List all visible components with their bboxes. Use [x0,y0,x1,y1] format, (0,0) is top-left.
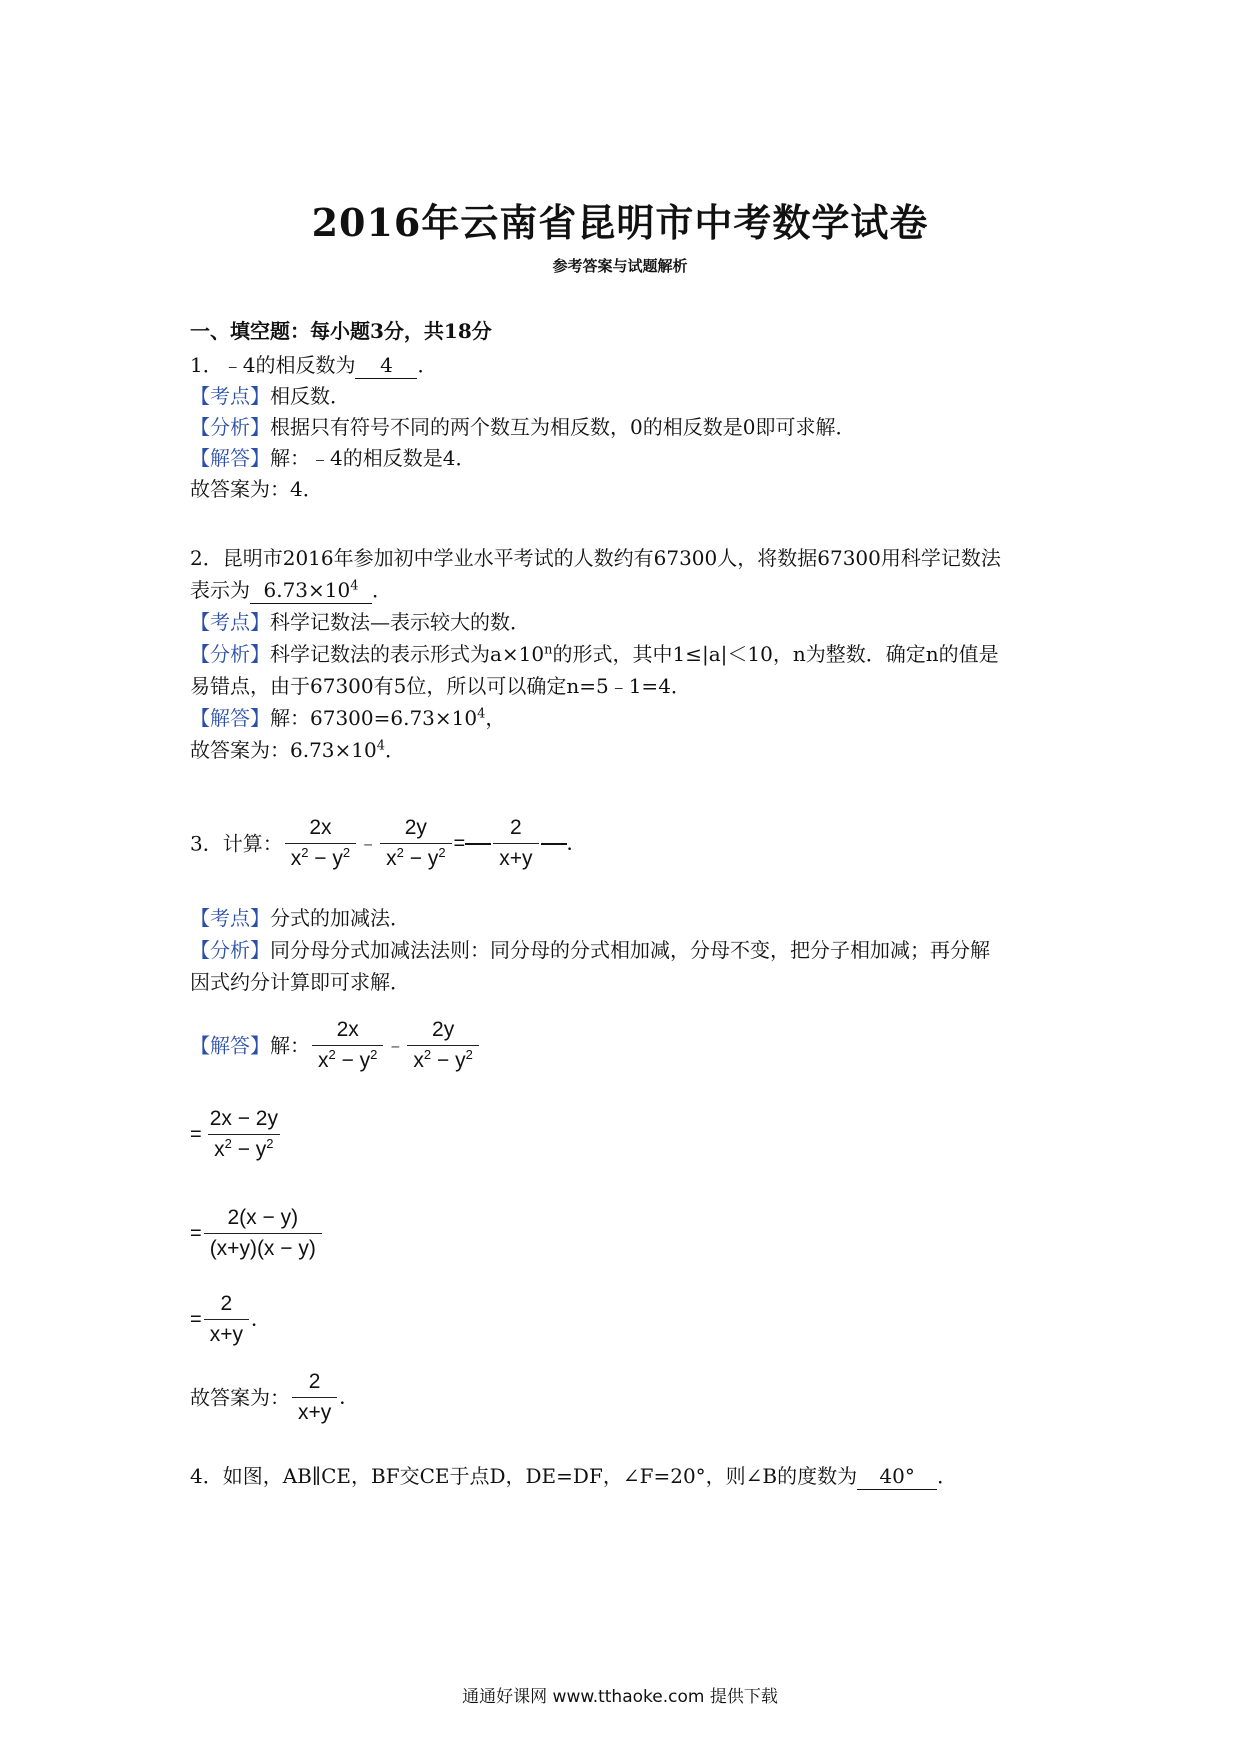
page-subtitle: 参考答案与试题解析 [552,257,688,275]
q2-stem-line1: 2．昆明市2016年参加初中学业水平考试的人数约有67300人，将数据67300用科学记数法 [190,546,1001,570]
q3-step-2: = $\frac{2(x - y)}{(x+y)(x - y)}$ [190,1202,324,1264]
fenxi-tag: 【分析】 [190,938,270,962]
q4-answer: 40° [857,1463,937,1490]
q3-kaodian: 【考点】分式的加减法． [190,906,410,930]
jieda-tag: 【解答】 [190,706,270,730]
q2-fenxi-line2: 易错点，由于67300有5位，所以可以确定n=5﹣1=4． [190,674,691,698]
kaodian-tag: 【考点】 [190,610,270,634]
kaodian-tag: 【考点】 [190,384,270,408]
q2-fenxi-line1: 【分析】科学记数法的表示形式为$a\times 10^n$的形式，其中1≤|a|＜10，n为整数．确定n的值是 [190,642,999,666]
q2-conclusion: 故答案为：$6.73\times 10^4$． [190,738,406,762]
q2-kaodian: 【考点】科学记数法—表示较大的数． [190,610,530,634]
fenxi-tag: 【分析】 [190,642,270,666]
q2-stem-line2: 表示为 $6.73\times 10^4$ ． [190,578,392,602]
q3-jieda: 【解答】解： $\frac{2x}{x^2 - y^2}$ ﹣ $\frac{2y}{x^2 - y^2}$ [190,1014,481,1076]
q3-jieda-fraction-2: $\frac{2y}{x^2 - y^2}$ [407,1017,478,1074]
q1-answer: 4 [355,352,417,379]
answer-underline [465,843,491,845]
q3-conclusion: 故答案为： $\frac{2}{x+y}$ ． [190,1370,360,1424]
q2-answer: $6.73\times 10^4$ [250,577,372,604]
q3-step-3: = $\frac{2}{x+y}$ ． [190,1292,271,1346]
jieda-tag: 【解答】 [190,1033,270,1058]
q1-jieda: 【解答】解：﹣4的相反数是4． [190,446,476,470]
q1-conclusion: 故答案为：4． [190,477,323,501]
answer-underline [541,843,567,845]
q1-kaodian: 【考点】相反数． [190,384,350,408]
q3-jieda-fraction-1: $\frac{2x}{x^2 - y^2}$ [312,1017,383,1074]
q3-step-1: = $\frac{2x - 2y}{x^2 - y^2}$ [190,1107,278,1161]
q3-fenxi-line2: 因式约分计算即可求解． [190,970,410,994]
page-title: 2016年云南省昆明市中考数学试卷 [311,200,929,245]
q3-fraction-2: $\frac{2y}{x^2 - y^2}$ [380,815,451,872]
q1-fenxi: 【分析】根据只有符号不同的两个数互为相反数，0的相反数是0即可求解． [190,415,856,439]
footer-watermark: 通通好课网 www.tthaoke.com 提供下载 [462,1687,778,1707]
kaodian-tag: 【考点】 [190,906,270,930]
q3-fraction-1: $\frac{2x}{x^2 - y^2}$ [285,815,356,872]
q2-jieda: 【解答】解：$67300=6.73\times 10^4$， [190,706,506,730]
q1-stem: 1．﹣4的相反数为 4 ． [190,353,438,377]
jieda-tag: 【解答】 [190,446,270,470]
q3-stem: 3．计算： $\frac{2x}{x^2 - y^2}$ ﹣ $\frac{2y}{x^2 - y^2}$ = $\frac{2}{x+y}$ ． [190,816,587,870]
q3-fenxi-line1: 【分析】同分母分式加减法法则：同分母的分式相加减，分母不变，把分子相加减；再分解 [190,938,990,962]
fenxi-tag: 【分析】 [190,415,270,439]
q3-answer: $\frac{2}{x+y}$ [493,815,538,872]
section-heading: 一、填空题：每小题3分，共18分 [190,319,492,343]
q4-stem: 4．如图，AB∥CE，BF交CE于点D，DE=DF，∠F=20°，则∠B的度数为 40° ． [190,1464,958,1488]
